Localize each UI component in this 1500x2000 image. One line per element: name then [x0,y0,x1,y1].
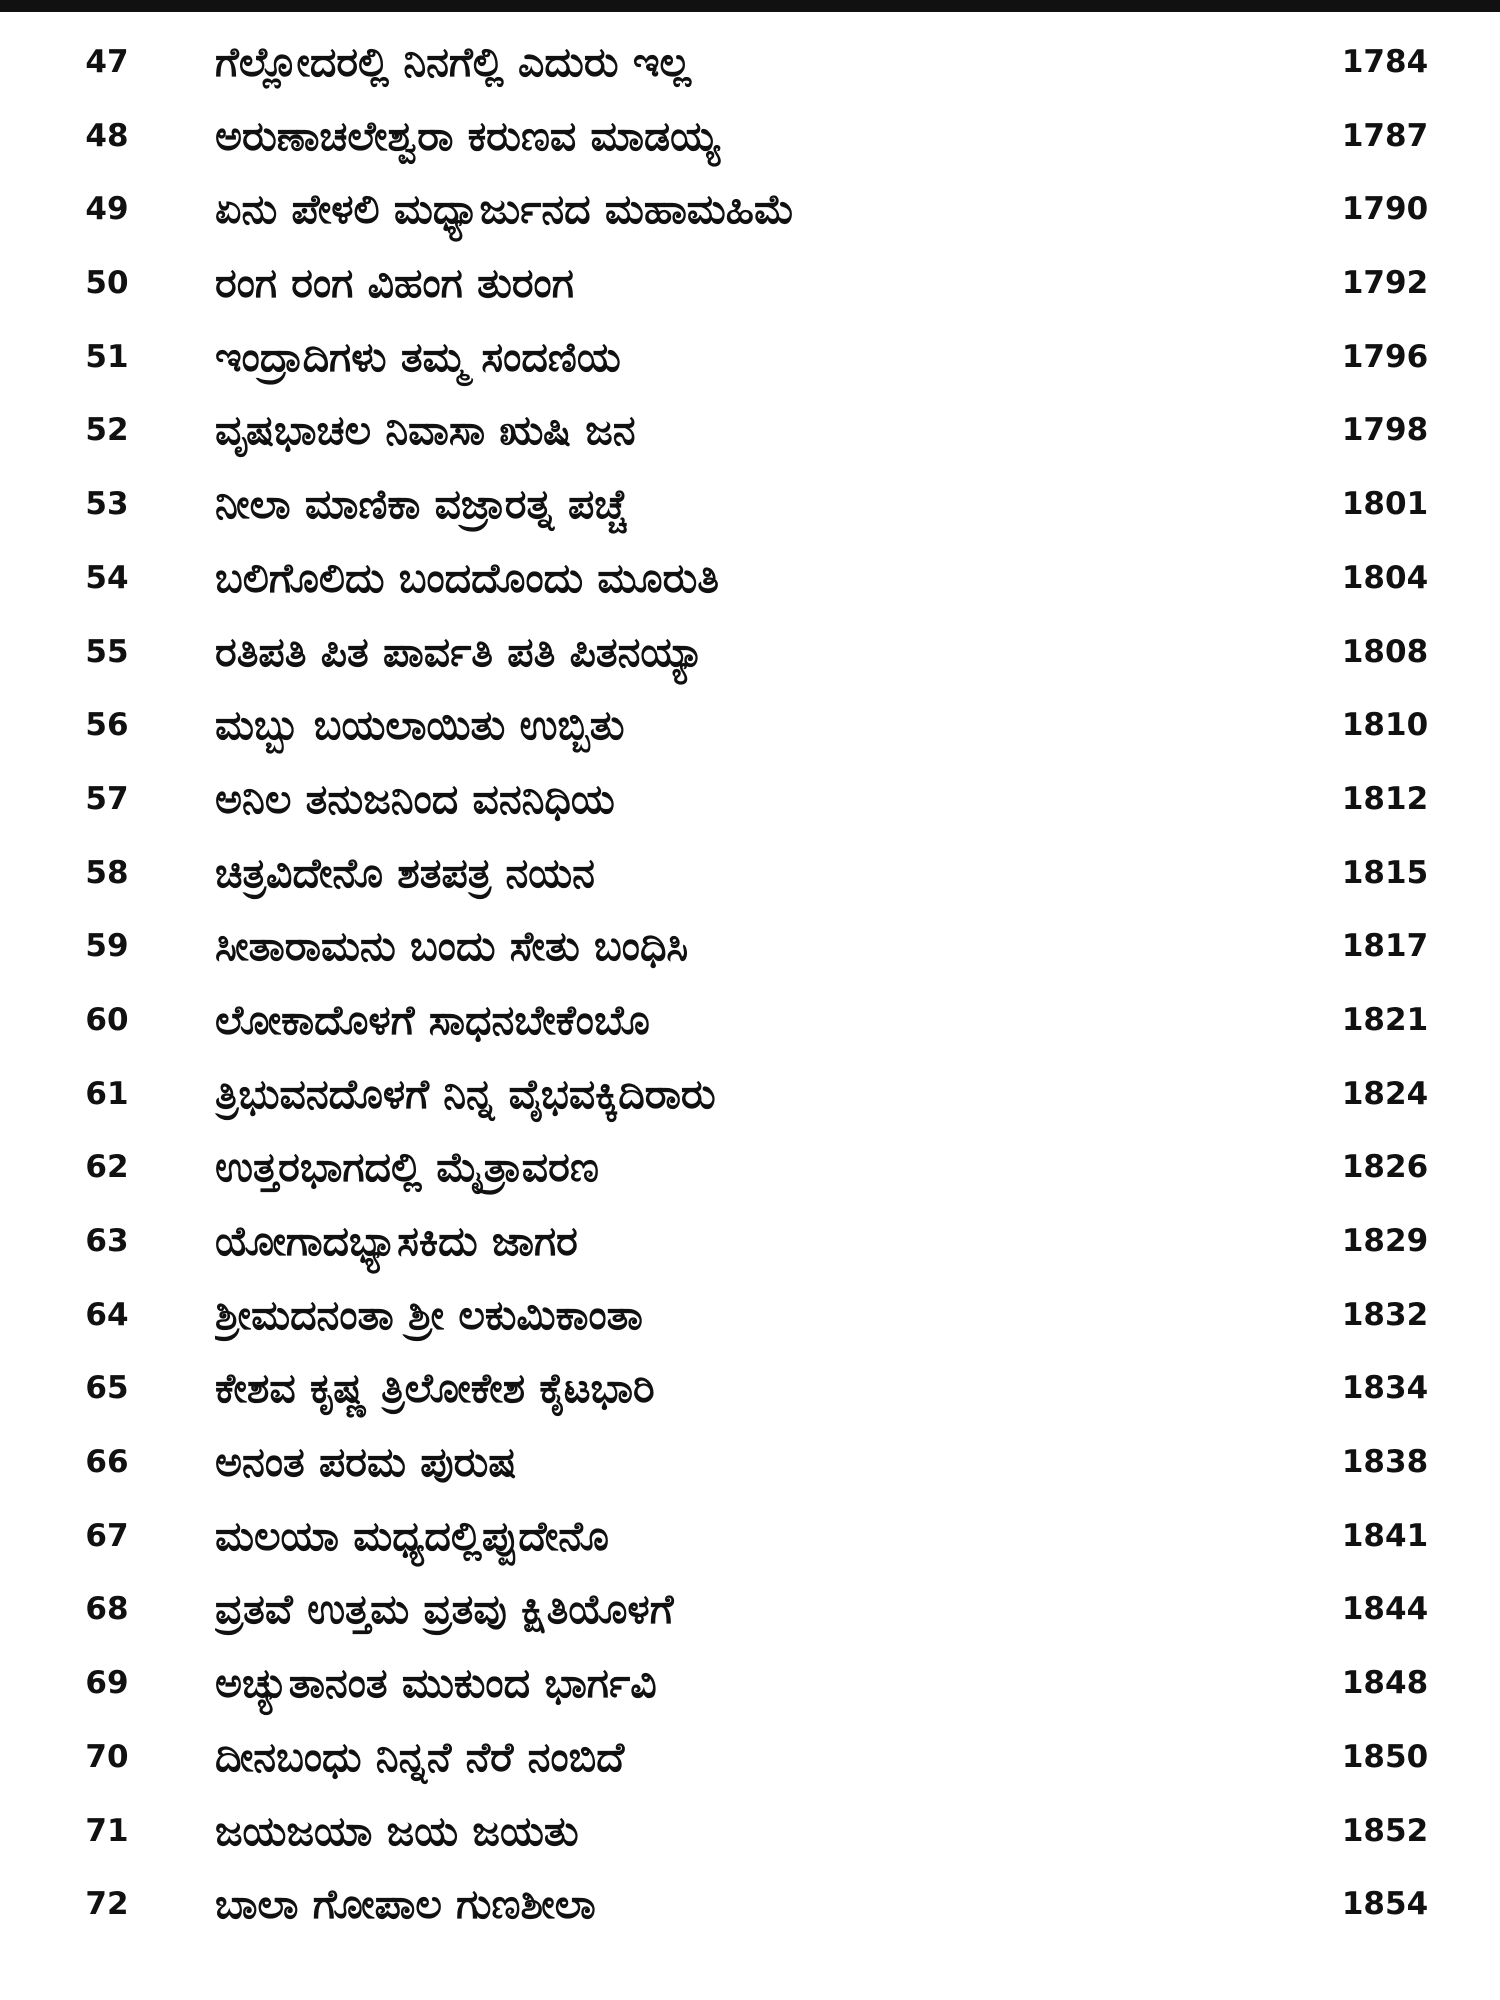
page-number: 1787 [1341,117,1429,154]
page-number: 1841 [1341,1517,1429,1554]
page-number: 1796 [1341,338,1429,375]
song-number: 68 [85,1591,129,1628]
table-row [0,1649,1500,1723]
song-title: ದೀನಬಂಧು ನಿನ್ನನೆ ನೆರೆ ನಂಬಿದೆ [215,1732,625,1781]
page-number: 1838 [1341,1444,1429,1481]
song-number: 60 [85,1001,129,1038]
song-index-table [0,28,1500,1944]
table-row [0,1133,1500,1207]
song-title: ಲೋಕಾದೊಳಗೆ ಸಾಧನಬೇಕೆಂಬೊ [215,995,650,1044]
song-number: 51 [85,338,129,375]
song-title: ಅನಂತ ಪರಮ ಪುರುಷ [215,1438,517,1487]
page-number: 1792 [1341,265,1429,302]
table-row [0,1428,1500,1502]
table-row [0,323,1500,397]
page-number: 1801 [1341,486,1429,523]
page-number: 1810 [1341,707,1429,744]
song-title: ವೃಷಭಾಚಲ ನಿವಾಸಾ ಋಷಿ ಜನ [215,406,636,455]
page-number: 1817 [1341,928,1429,965]
song-number: 52 [85,412,129,449]
table-row [0,1207,1500,1281]
song-number: 63 [85,1223,129,1259]
song-title: ಇಂದ್ರಾದಿಗಳು ತಮ್ಮ ಸಂದಣಿಯ [215,332,621,381]
song-title: ಚಿತ್ರವಿದೇನೊ ಶತಪತ್ರ ನಯನ [215,848,595,897]
song-title: ಮಲಯಾ ಮಧ್ಯದಲ್ಲಿಪ್ಪುದೇನೊ [215,1511,609,1560]
page-number: 1790 [1341,191,1429,228]
song-number: 53 [85,486,129,523]
page-number: 1804 [1341,559,1429,596]
page-number: 1844 [1341,1591,1429,1628]
song-title: ವ್ರತವೆ ಉತ್ತಮ ವ್ರತವು ಕ್ಷಿತಿಯೊಳಗೆ [215,1585,674,1634]
song-number: 72 [85,1886,129,1923]
table-row [0,1060,1500,1134]
table-row [0,618,1500,692]
song-title: ರಂಗ ರಂಗ ವಿಹಂಗ ತುರಂಗ [215,259,574,308]
song-title: ಅನಿಲ ತನುಜನಿಂದ ವನನಿಧಿಯ [215,774,615,823]
page-number: 1834 [1341,1370,1429,1407]
page-number: 1815 [1341,854,1429,891]
song-number: 65 [85,1370,129,1407]
song-number: 61 [85,1075,129,1112]
table-row [0,986,1500,1060]
table-row [0,249,1500,323]
song-number: 64 [85,1296,129,1333]
song-title: ಜಯಜಯಾ ಜಯ ಜಯತು [215,1806,579,1855]
page-number: 1852 [1341,1812,1429,1849]
table-row [0,470,1500,544]
song-title: ಬಲಿಗೊಲಿದು ಬಂದದೊಂದು ಮೂರುತಿ [215,553,720,602]
song-number: 59 [85,928,129,965]
song-number: 55 [85,633,129,670]
song-title: ರತಿಪತಿ ಪಿತ ಪಾರ್ವತಿ ಪತಿ ಪಿತನಯ್ಯಾ [215,627,705,676]
song-title: ತ್ರಿಭುವನದೊಳಗೆ ನಿನ್ನ ವೈಭವಕ್ಕಿದಿರಾರು [215,1069,716,1118]
song-number: 67 [85,1517,129,1554]
page-number: 1850 [1341,1738,1429,1775]
table-row [0,28,1500,102]
page-number: 1821 [1341,1001,1429,1038]
song-title: ಅರುಣಾಚಲೇಶ್ವರಾ ಕರುಣವ ಮಾಡಯ್ಯ [215,111,720,160]
song-title: ಬಾಲಾ ಗೋಪಾಲ ಗುಣಶೀಲಾ [215,1880,596,1929]
song-number: 71 [85,1812,129,1849]
table-row [0,765,1500,839]
page-number: 1808 [1341,633,1429,670]
table-row [0,175,1500,249]
page-number: 1784 [1341,44,1429,80]
song-number: 66 [85,1444,129,1481]
page-number: 1832 [1341,1296,1429,1333]
table-row [0,1502,1500,1576]
song-title: ಉತ್ತರಭಾಗದಲ್ಲಿ ಮೈತ್ರಾವರಣ [215,1143,599,1192]
song-number: 69 [85,1665,129,1702]
song-title: ನೀಲಾ ಮಾಣಿಕಾ ವಜ್ರಾರತ್ನ ಪಚ್ಚೆ [215,480,628,529]
table-row [0,1575,1500,1649]
table-row [0,1797,1500,1871]
table-row [0,102,1500,176]
table-row [0,1281,1500,1355]
page-number: 1812 [1341,780,1429,817]
song-title: ಏನು ಪೇಳಲಿ ಮಧ್ಯಾರ್ಜುನದ ಮಹಾಮಹಿಮೆ [215,185,795,234]
page-number: 1854 [1341,1886,1429,1923]
song-title: ಯೋಗಾದಭ್ಯಾಸಕಿದು ಜಾಗರ [215,1217,578,1265]
table-row [0,839,1500,913]
song-title: ಕೇಶವ ಕೃಷ್ಣ ತ್ರಿಲೋಕೇಶ ಕೈಟಭಾರಿ [215,1364,655,1413]
song-number: 56 [85,707,129,744]
page-number: 1798 [1341,412,1429,449]
song-number: 50 [85,265,129,302]
table-row [0,912,1500,986]
table-row [0,396,1500,470]
song-number: 57 [85,780,129,817]
song-title: ಅಚ್ಯುತಾನಂತ ಮುಕುಂದ ಭಾರ್ಗವಿ [215,1659,657,1708]
song-number: 62 [85,1149,129,1186]
song-number: 54 [85,559,129,596]
top-rule [0,0,1500,12]
song-title: ಗೆಲ್ಲೋದರಲ್ಲಿ ನಿನಗೆಲ್ಲಿ ಎದುರು ಇಲ್ಲ [215,38,691,86]
table-row [0,1723,1500,1797]
table-row [0,544,1500,618]
table-row [0,1354,1500,1428]
table-row [0,1870,1500,1944]
table-row [0,691,1500,765]
song-number: 48 [85,117,129,154]
song-number: 47 [85,44,129,80]
song-number: 70 [85,1738,129,1775]
song-number: 58 [85,854,129,891]
page-number: 1848 [1341,1665,1429,1702]
page-number: 1824 [1341,1075,1429,1112]
song-number: 49 [85,191,129,228]
page-number: 1826 [1341,1149,1429,1186]
song-title: ಸೀತಾರಾಮನು ಬಂದು ಸೇತು ಬಂಧಿಸಿ [215,922,689,971]
song-title: ಮಬ್ಬು ಬಯಲಾಯಿತು ಉಬ್ಬಿತು [215,701,625,750]
song-title: ಶ್ರೀಮದನಂತಾ ಶ್ರೀ ಲಕುಮಿಕಾಂತಾ [215,1290,643,1339]
page-number: 1829 [1341,1223,1429,1259]
